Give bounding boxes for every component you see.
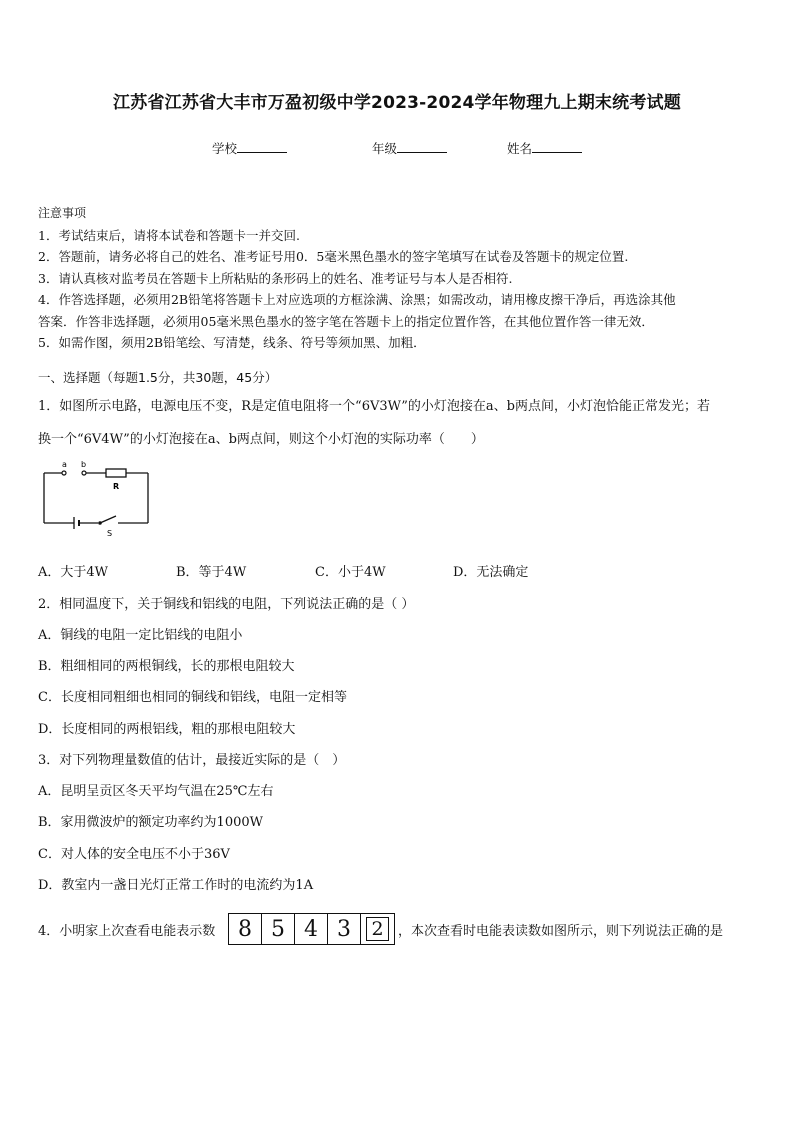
q3-option-a: A．昆明呈贡区冬天平均气温在25℃左右 [38, 784, 274, 799]
q2-option-d: D．长度相同的两根铝线，粗的那根电阻较大 [38, 722, 296, 737]
name-field [507, 139, 582, 157]
grade-label: 年级 [372, 141, 398, 156]
notes-item: 1．考试结束后，请将本试卷和答题卡一并交回. [38, 227, 300, 243]
school-blank [237, 140, 287, 153]
label-b: b [81, 460, 87, 469]
q1-stem-line1: 1．如图所示电路，电源电压不变，R是定值电阻将一个“6V3W”的小灯泡接在a、b两点间，小灯泡恰能正常发光；若 [38, 399, 710, 414]
school-field [212, 139, 287, 157]
notes-item: 2．答题前，请务必将自己的姓名、准考证号用0．5毫米黑色墨水的签字笔填写在试卷及答题卡的规定位置. [38, 249, 629, 264]
section-heading: 一、选择题（每题1.5分，共30题，45分） [38, 370, 278, 385]
notes-item: 3．请认真核对监考员在答题卡上所粘贴的条形码上的姓名、准考证号与本人是否相符. [38, 270, 513, 286]
q2-option-c: C．长度相同粗细也相同的铜线和铝线，电阻一定相等 [38, 690, 347, 705]
switch-lever [100, 516, 116, 523]
q3-option-b: B．家用微波炉的额定功率约为1000W [38, 815, 263, 830]
name-blank [532, 140, 582, 153]
q3-stem: 3．对下列物理量数值的估计，最接近实际的是（ ） [38, 753, 346, 768]
q2-option-a: A．铜线的电阻一定比铝线的电阻小 [38, 628, 243, 643]
q2-option-b: B．粗细相同的两根铜线，长的那根电阻较大 [38, 659, 295, 674]
notes-heading: 注意事项 [38, 206, 87, 220]
notes-item: 4．作答选择题，必须用2B铅笔将答题卡上对应选项的方框涂满、涂黑；如需改动，请用橡皮擦干净后，再选涂其他 [38, 292, 676, 307]
label-a: a [62, 460, 67, 469]
grade-field [372, 139, 447, 157]
page-title: 江苏省江苏省大丰市万盈初级中学2023-2024学年物理九上期末统考试题 [113, 93, 681, 113]
q4-prefix: 4．小明家上次查看电能表示数 [38, 924, 216, 939]
q1-stem-line2: 换一个“6V4W”的小灯泡接在a、b两点间，则这个小灯泡的实际功率（ ） [38, 432, 484, 447]
school-label: 学校 [212, 141, 238, 156]
q3-option-d: D．教室内一盏日光灯正常工作时的电流约为1A [38, 878, 314, 893]
meter-decimal-value: 2 [366, 917, 388, 941]
name-label: 姓名 [507, 141, 533, 156]
q1-option-a: A．大于4W [38, 565, 109, 580]
label-r: R [113, 482, 120, 491]
notes-item: 答案．作答非选择题，必须用05毫米黑色墨水的签字笔在答题卡上的指定位置作答，在其他位置作答一律无效． [38, 313, 654, 329]
q1-circuit-diagram [36, 459, 156, 539]
resistor-r [106, 469, 126, 477]
label-s: S [107, 529, 113, 538]
meter-digit: 5 [262, 914, 295, 944]
grade-blank [397, 140, 447, 153]
meter-digit: 8 [229, 914, 262, 944]
terminal-a [62, 471, 66, 475]
meter-decimal-digit [361, 914, 394, 944]
meter-digit: 3 [328, 914, 361, 944]
q1-option-d: D．无法确定 [453, 565, 529, 580]
notes-item: 5．如需作图，须用2B铅笔绘、写清楚，线条、符号等须加黑、加粗． [38, 335, 426, 350]
meter-digit: 4 [295, 914, 328, 944]
q1-option-b: B．等于4W [176, 565, 247, 580]
q3-option-c: C．对人体的安全电压不小于36V [38, 847, 230, 862]
q4-suffix: ，本次查看时电能表读数如图所示，则下列说法正确的是 [398, 924, 724, 939]
notes-block [38, 203, 758, 354]
q2-stem: 2．相同温度下，关于铜线和铝线的电阻，下列说法正确的是（ ） [38, 597, 415, 612]
meter-reading-display [228, 913, 395, 945]
q1-option-c: C．小于4W [315, 565, 386, 580]
terminal-b [82, 471, 86, 475]
